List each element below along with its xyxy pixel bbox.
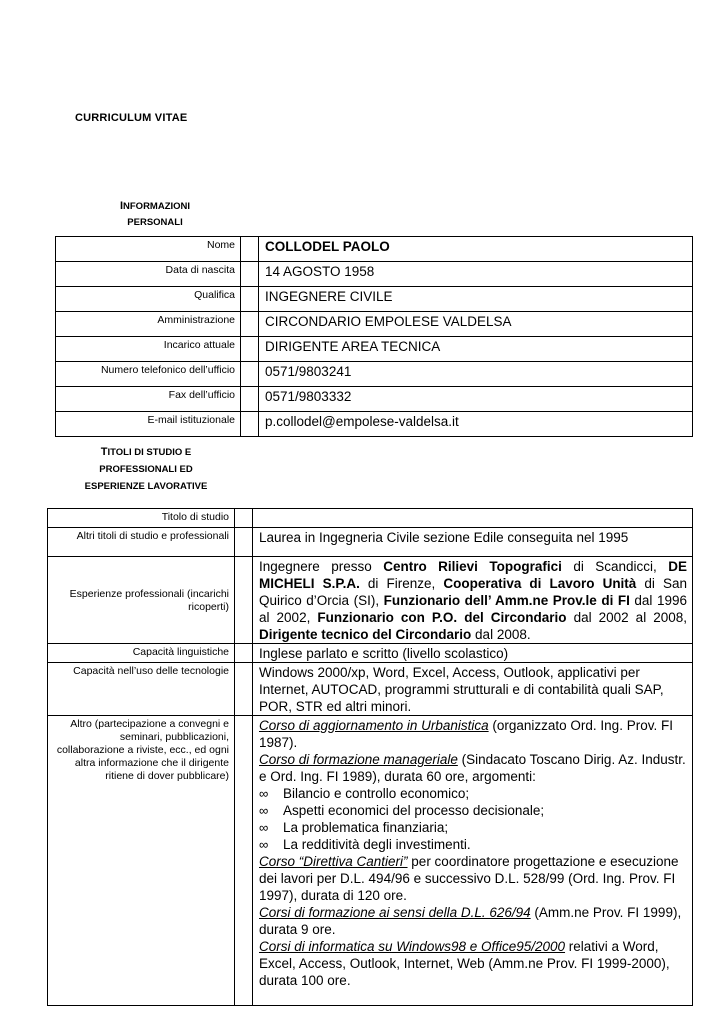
- altro-value: Corso di aggiornamento in Urbanistica (organizzato Ord. Ing. Prov. FI 1987). Corso di formazione manageriale (Sindacato Toscano Dirig. Az. Industr. e Ord. Ing. FI 1989), durata 60 ore, argomenti: ∞ Bilancio e controllo economico; ∞ Aspetti economici del processo decisionale; ∞ La problematica finanziaria; ∞ La redditività degli investimenti. Corso “Direttiva Cantieri” per coordinatore progettazione e esecuzione dei lavori per D.L. 494/96 e successivo D.L. 528/99 (Ord. Ing. Prov. FI 1997), durata di 120 ore. Corsi di formazione ai sensi della D.L. 626/94 (Amm.ne Prov. FI 1999), durata 9 ore. Corsi di informatica su Windows98 e Office95/2000 relativi a Word, Excel, Access, Outlook, Internet, Web (Amm.ne Prov. FI 1999-2000), durata 100 ore.: [253, 716, 693, 1006]
- table-row: [56, 362, 693, 387]
- section-heading-studies: [60, 444, 232, 495]
- course-title: Corsi di formazione ai sensi della D.L. 626/94: [259, 905, 531, 920]
- lingue-label: Capacità linguistiche: [48, 644, 235, 663]
- field-label: Incarico attuale: [56, 337, 241, 362]
- row-altro: [48, 716, 693, 1006]
- personal-info-table: [55, 236, 693, 437]
- table-row: [56, 412, 693, 437]
- heading-line2: PERSONALI: [127, 217, 183, 228]
- field-label: Numero telefonico dell’ufficio: [56, 362, 241, 387]
- tecnologie-label: Capacità nell’uso delle tecnologie: [48, 663, 235, 716]
- course-title: Corso di formazione manageriale: [259, 752, 458, 767]
- list-item: ∞ Bilancio e controllo economico;: [259, 786, 470, 801]
- field-label: Amministrazione: [56, 312, 241, 337]
- esperienze-label: Esperienze professionali (incarichi ricoperti): [48, 557, 235, 644]
- table-row: [56, 287, 693, 312]
- heading-rest: ITOLI DI STUDIO E: [107, 447, 192, 458]
- infinity-bullet-icon: ∞: [259, 803, 269, 818]
- field-label: Nome: [56, 237, 241, 262]
- field-label: Qualifica: [56, 287, 241, 312]
- section-heading-personal: [105, 198, 205, 231]
- list-item: ∞ La redditività degli investimenti.: [259, 837, 471, 852]
- row-altri-titoli: [48, 528, 693, 557]
- table-row: [56, 237, 693, 262]
- row-lingue: [48, 644, 693, 663]
- course-title: Corsi di informatica su Windows98 e Office95/2000: [259, 939, 566, 954]
- document-title: CURRICULUM VITAE: [75, 112, 188, 124]
- heading-line3: ESPERIENZE LAVORATIVE: [84, 481, 208, 492]
- field-label: Fax dell’ufficio: [56, 387, 241, 412]
- course-topics-list: [259, 785, 687, 853]
- esperienze-value: Ingegnere presso Centro Rilievi Topografici di Scandicci, DE MICHELI S.P.A. di Firenze, Cooperativa di Lavoro Unità di San Quirico d’Orcia (SI), Funzionario dell’ Amm.ne Prov.le di FI dal 1996 al 2002, Funzionario con P.O. del Circondario dal 2002 al 2008, Dirigente tecnico del Circondario dal 2008.: [253, 557, 693, 644]
- infinity-bullet-icon: ∞: [259, 820, 269, 835]
- course-title: Corso “Direttiva Cantieri”: [259, 854, 408, 869]
- heading-cap: T: [100, 446, 108, 458]
- table-row: [56, 312, 693, 337]
- field-label: Data di nascita: [56, 262, 241, 287]
- table-row: [56, 387, 693, 412]
- course-title: Corso di aggiornamento in Urbanistica: [259, 718, 489, 733]
- heading-rest: NFORMAZIONI: [123, 201, 191, 212]
- field-value: CIRCONDARIO EMPOLESE VALDELSA: [259, 312, 693, 337]
- titolo-value: [253, 509, 693, 528]
- field-value: DIRIGENTE AREA TECNICA: [259, 337, 693, 362]
- field-value: INGEGNERE CIVILE: [259, 287, 693, 312]
- altri-titoli-label: Altri titoli di studio e professionali: [48, 528, 235, 557]
- row-tecnologie: [48, 663, 693, 716]
- field-value: 0571/9803332: [259, 387, 693, 412]
- field-label: E-mail istituzionale: [56, 412, 241, 437]
- altro-label: Altro (partecipazione a convegni e seminari, pubblicazioni, collaborazione a riviste, ecc., ed ogni altra informazione che il dirigente ritiene di dover pubblicare): [48, 716, 235, 1006]
- heading-line2: PROFESSIONALI ED: [99, 464, 193, 475]
- tecnologie-value: Windows 2000/xp, Word, Excel, Access, Outlook, applicativi per Internet, AUTOCAD, programmi strutturali e di contabilità quali SAP, POR, STR ed altri minori.: [253, 663, 693, 716]
- studies-table: [47, 508, 693, 1006]
- lingue-value: Inglese parlato e scritto (livello scolastico): [253, 644, 693, 663]
- field-value: 0571/9803241: [259, 362, 693, 387]
- list-item: ∞ Aspetti economici del processo decisionale;: [259, 803, 545, 818]
- heading-cap: I: [119, 200, 124, 212]
- row-titolo: [48, 509, 693, 528]
- table-row: [56, 337, 693, 362]
- list-item: ∞ La problematica finanziaria;: [259, 820, 449, 835]
- field-value: COLLODEL PAOLO: [259, 237, 693, 262]
- altri-titoli-value: Laurea in Ingegneria Civile sezione Edile conseguita nel 1995: [253, 528, 693, 557]
- infinity-bullet-icon: ∞: [259, 837, 269, 852]
- table-row: [56, 262, 693, 287]
- titolo-label: Titolo di studio: [48, 509, 235, 528]
- field-value: 14 AGOSTO 1958: [259, 262, 693, 287]
- row-esperienze: [48, 557, 693, 644]
- infinity-bullet-icon: ∞: [259, 786, 269, 801]
- field-value: p.collodel@empolese-valdelsa.it: [259, 412, 693, 437]
